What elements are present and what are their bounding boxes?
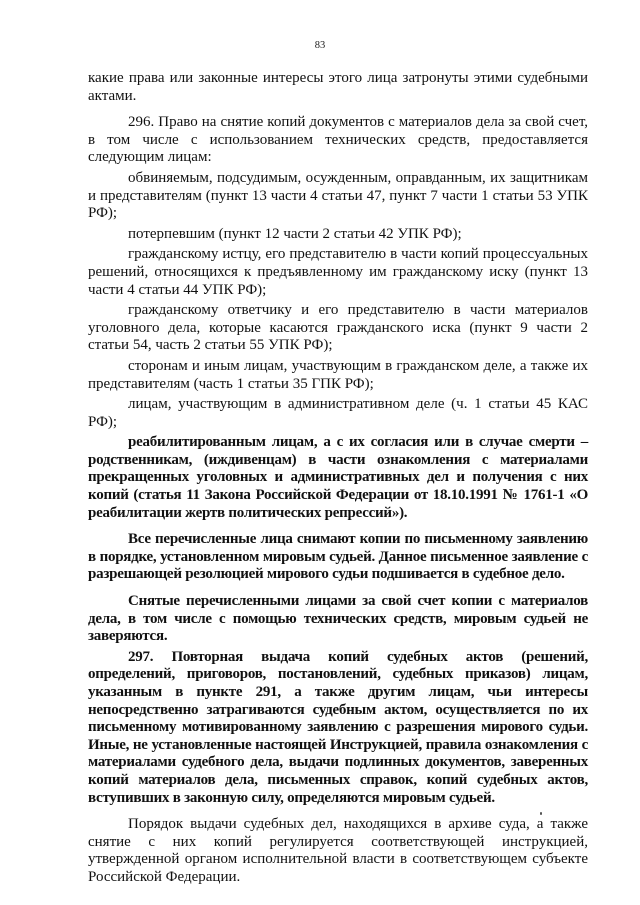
list-item-civil-case-parties: сторонам и иным лицам, участвующим в гражданском деле, а также их представителям (часть 1 статьи 35 ГПК РФ); bbox=[88, 357, 588, 392]
scan-speck bbox=[540, 812, 542, 815]
list-item-rehabilitated: реабилитированным лицам, а с их согласия или в случае смерти – родственникам, (иждивенцам) в части ознакомления с материалами прекращенных уголовных и административных дел и получения с них копий (статья 11 Закона Российской Федерации от 18.10.1991 № 1761-1 «О реабилитации жертв политических репрессий»). bbox=[88, 434, 588, 521]
list-item-civil-defendant: гражданскому ответчику и его представителю в части материалов уголовного дела, которые касаются гражданского иска (пункт 9 части 2 статьи 54, часть 2 статьи 55 УПК РФ); bbox=[88, 302, 588, 354]
paragraph-continuation: какие права или законные интересы этого лица затронуты этими судебными актами. bbox=[88, 70, 588, 104]
paragraph-archive-procedure: Порядок выдачи судебных дел, находящихся в архиве суда, а также снятие с них копий регулируется соответствующей инструкцией, утвержденной органом исполнительной власти в соответствующем субъекте Российской Федерации. bbox=[88, 816, 588, 885]
document-body bbox=[88, 70, 588, 890]
list-item-administrative-case-parties: лицам, участвующим в административном деле (ч. 1 статьи 45 КАС РФ); bbox=[88, 396, 588, 430]
paragraph-written-request: Все перечисленные лица снимают копии по письменному заявлению в порядке, установленном мировым судьей. Данное письменное заявление с разрешающей резолюцией мирового судьи подшивается в судебное дело. bbox=[88, 531, 588, 583]
paragraph-296: 296. Право на снятие копий документов с материалов дела за свой счет, в том числе с использованием технических средств, предоставляется следующим лицам: bbox=[88, 114, 588, 166]
list-item-accused: обвиняемым, подсудимым, осужденным, оправданным, их защитникам и представителям (пункт 13 части 4 статьи 47, пункт 7 части 1 статьи 53 УПК РФ); bbox=[88, 169, 588, 222]
paragraph-297: 297. Повторная выдача копий судебных актов (решений, определений, приговоров, постановлений, судебных приказов) лицам, указанным в пункте 291, а также другим лицам, чьи интересы непосредственно затрагиваются судебным актом, осуществляется по их письменному мотивированному заявлению с разрешения мирового судьи. Иные, не установленные настоящей Инструкцией, правила ознакомления с материалами судебного дела, выдачи подлинных документов, заверенных копий материалов дела, письменных справок, копий судебных актов, вступивших в законную силу, определяются мировым судьей. bbox=[88, 648, 588, 806]
list-item-victims: потерпевшим (пункт 12 части 2 статьи 42 УПК РФ); bbox=[128, 225, 462, 242]
paragraph-copies-not-certified: Снятые перечисленными лицами за свой счет копии с материалов дела, в том числе с помощью технических средств, мировым судьей не заверяются. bbox=[88, 593, 588, 645]
list-item-civil-plaintiff: гражданскому истцу, его представителю в части копий процессуальных решений, относящихся к предъявленному им гражданскому иску (пункт 13 части 4 статьи 44 УПК РФ); bbox=[88, 246, 588, 298]
page-number: 83 bbox=[314, 40, 326, 51]
